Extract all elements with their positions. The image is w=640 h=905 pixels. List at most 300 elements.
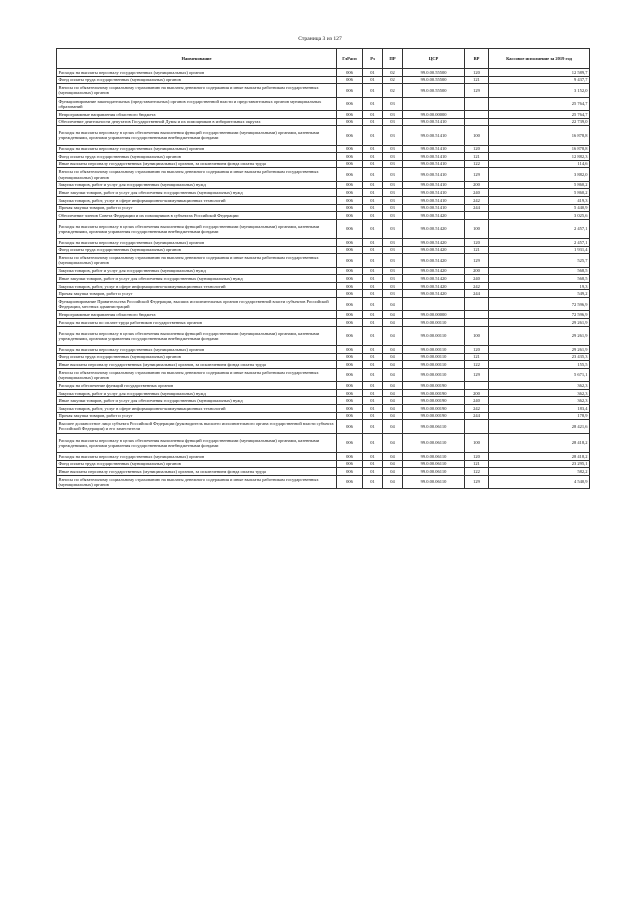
cell-grs: 006 [337,412,363,420]
cell-amount: 549,2 [489,290,590,298]
cell-vr [465,118,489,126]
cell-csr: 99.0.00.51410 [403,160,465,168]
cell-csr: 99.0.00.51420 [403,219,465,238]
cell-amount: 568,5 [489,275,590,283]
cell-rz: 01 [363,181,383,189]
cell-csr: 99.0.00.06110 [403,433,465,452]
cell-rz: 01 [363,319,383,327]
cell-csr: 99.0.00.00190 [403,412,465,420]
cell-vr: 121 [465,246,489,254]
column-header-grs: ГлРасп [337,49,363,69]
cell-name: Функционирование законодательных (представительных) органов государственной власти и представительных органов муниципальных образований [57,97,337,110]
table-row [57,153,590,161]
cell-vr: 121 [465,460,489,468]
cell-rz: 01 [363,397,383,405]
cell-vr [465,311,489,319]
cell-pr: 03 [383,118,403,126]
cell-pr: 04 [383,452,403,460]
cell-pr: 04 [383,346,403,354]
cell-pr: 04 [383,475,403,488]
cell-vr: 240 [465,189,489,197]
cell-rz: 01 [363,275,383,283]
cell-pr: 03 [383,290,403,298]
cell-vr: 100 [465,326,489,345]
cell-amount: 2 457,1 [489,219,590,238]
cell-name: Взносы по обязательному социальному страхованию на выплаты денежного содержания и иные выплаты работникам государственных (муниципальных) органов [57,168,337,181]
cell-name: Расходы на выплаты персоналу в целях обеспечения выполнения функций государственными (муниципальными) органами, казенными учреждениями, органами управления государственными внебюджетными фондами [57,126,337,145]
cell-csr: 99.0.00.06110 [403,452,465,460]
cell-pr: 03 [383,275,403,283]
cell-amount: 12 882,3 [489,153,590,161]
cell-amount: 568,5 [489,267,590,275]
cell-pr: 03 [383,160,403,168]
cell-rz: 01 [363,389,383,397]
cell-rz: 01 [363,346,383,354]
cell-rz: 01 [363,282,383,290]
cell-csr: 99.0.00.51410 [403,153,465,161]
cell-csr: 99.0.00.51420 [403,254,465,267]
cell-csr: 99.0.00.00190 [403,382,465,390]
table-row [57,361,590,369]
cell-pr: 04 [383,433,403,452]
cell-amount: 23 295,1 [489,460,590,468]
cell-name: Фонд оплаты труда государственных (муниципальных) органов [57,153,337,161]
cell-rz: 01 [363,168,383,181]
cell-pr: 03 [383,246,403,254]
cell-pr: 04 [383,368,403,381]
cell-csr: 99.0.00.00000 [403,311,465,319]
cell-name: Расходы на выплаты персоналу государственных (муниципальных) органов [57,69,337,77]
cell-amount: 362,3 [489,389,590,397]
cell-csr: 99.0.00.00110 [403,346,465,354]
cell-grs: 006 [337,110,363,118]
table-row [57,267,590,275]
cell-name: Обеспечение деятельности депутатов Государственной Думы и их помощников в избирательных округах [57,118,337,126]
cell-vr: 122 [465,361,489,369]
cell-grs: 006 [337,69,363,77]
cell-name: Закупка товаров, работ и услуг для государственных (муниципальных) нужд [57,267,337,275]
cell-pr: 03 [383,282,403,290]
cell-grs: 006 [337,145,363,153]
cell-vr: 129 [465,254,489,267]
cell-amount: 28 421,6 [489,420,590,433]
cell-rz: 01 [363,311,383,319]
cell-csr: 99.0.00.00110 [403,361,465,369]
table-row [57,282,590,290]
cell-name: Взносы по обязательному социальному страхованию на выплаты денежного содержания и иные выплаты работникам государственных (муниципальных) органов [57,254,337,267]
cell-rz: 01 [363,239,383,247]
table-row [57,246,590,254]
cell-vr: 122 [465,468,489,476]
cell-rz: 01 [363,246,383,254]
cell-csr: 99.0.00.00110 [403,326,465,345]
cell-name: Иные выплаты персоналу государственных (муниципальных) органов, за исключением фонда оплаты труда [57,468,337,476]
cell-name: Расходы на выплаты персоналу государственных (муниципальных) органов [57,346,337,354]
cell-name: Иные выплаты персоналу государственных (муниципальных) органов, за исключением фонда оплаты труда [57,160,337,168]
cell-name: Расходы на выплаты персоналу государственных (муниципальных) органов [57,145,337,153]
cell-csr [403,298,465,311]
cell-grs: 006 [337,460,363,468]
cell-grs: 006 [337,452,363,460]
cell-grs: 006 [337,368,363,381]
cell-vr: 120 [465,346,489,354]
cell-amount: 183,4 [489,404,590,412]
cell-name: Расходы на выплаты персоналу государственных (муниципальных) органов [57,239,337,247]
cell-name: Иные закупки товаров, работ и услуг для обеспечения государственных (муниципальных) нужд [57,275,337,283]
cell-vr: 200 [465,267,489,275]
table-row [57,219,590,238]
table-row [57,204,590,212]
cell-csr: 99.0.00.51410 [403,181,465,189]
table-row [57,298,590,311]
table-row [57,404,590,412]
table-row [57,168,590,181]
cell-grs: 006 [337,239,363,247]
cell-amount: 362,3 [489,397,590,405]
cell-vr [465,382,489,390]
cell-name: Закупка товаров, работ, услуг в сфере информационно-коммуникационных технологий [57,196,337,204]
cell-pr: 03 [383,239,403,247]
cell-amount: 19,3 [489,282,590,290]
cell-vr: 120 [465,239,489,247]
cell-grs: 006 [337,433,363,452]
cell-name: Иные закупки товаров, работ и услуг для обеспечения государственных (муниципальных) нужд [57,397,337,405]
cell-grs: 006 [337,290,363,298]
cell-vr: 129 [465,168,489,181]
cell-grs: 006 [337,361,363,369]
cell-csr: 99.0.00.51410 [403,204,465,212]
table-row [57,189,590,197]
cell-rz: 01 [363,368,383,381]
cell-pr: 03 [383,110,403,118]
cell-rz: 01 [363,212,383,220]
cell-csr: 99.0.00.00190 [403,404,465,412]
cell-csr: 99.0.00.06110 [403,468,465,476]
cell-name: Расходы на выплаты персоналу государственных (муниципальных) органов [57,452,337,460]
cell-vr: 129 [465,368,489,381]
table-row [57,460,590,468]
cell-name: Прочая закупка товаров, работ и услуг [57,412,337,420]
cell-csr: 99.0.00.51420 [403,275,465,283]
cell-csr: 99.0.00.55500 [403,76,465,84]
cell-csr: 99.0.00.00110 [403,353,465,361]
table-row [57,76,590,84]
cell-vr: 100 [465,219,489,238]
cell-name: Взносы по обязательному социальному страхованию на выплаты денежного содержания и иные выплаты работникам государственных (муниципальных) органов [57,368,337,381]
cell-rz: 01 [363,110,383,118]
table-header-row [57,49,590,69]
cell-name: Закупка товаров, работ и услуг для государственных (муниципальных) нужд [57,181,337,189]
cell-grs: 006 [337,311,363,319]
cell-csr: 99.0.00.06110 [403,460,465,468]
table-row [57,412,590,420]
cell-pr: 04 [383,420,403,433]
cell-vr [465,97,489,110]
cell-amount: 155,5 [489,361,590,369]
cell-vr: 242 [465,196,489,204]
cell-amount: 28 418,2 [489,433,590,452]
cell-vr: 100 [465,433,489,452]
cell-csr: 99.0.00.00110 [403,319,465,327]
cell-rz: 01 [363,433,383,452]
cell-pr: 03 [383,97,403,110]
column-header-vr: ВР [465,49,489,69]
cell-amount: 16 878,8 [489,126,590,145]
cell-rz: 01 [363,69,383,77]
cell-rz: 01 [363,76,383,84]
cell-vr: 120 [465,69,489,77]
cell-grs: 006 [337,126,363,145]
cell-rz: 01 [363,204,383,212]
cell-vr [465,420,489,433]
cell-rz: 01 [363,420,383,433]
cell-rz: 01 [363,460,383,468]
cell-rz: 01 [363,298,383,311]
cell-grs: 006 [337,189,363,197]
cell-amount: 29 261,9 [489,319,590,327]
cell-grs: 006 [337,160,363,168]
cell-vr [465,298,489,311]
cell-vr [465,110,489,118]
table-row [57,475,590,488]
cell-csr: 99.0.00.51420 [403,282,465,290]
cell-csr: 99.0.00.00190 [403,389,465,397]
cell-rz: 01 [363,361,383,369]
cell-pr: 04 [383,326,403,345]
cell-pr: 02 [383,69,403,77]
table-row [57,326,590,345]
cell-pr: 03 [383,267,403,275]
cell-rz: 01 [363,412,383,420]
cell-amount: 25 764,7 [489,110,590,118]
table-row [57,84,590,97]
cell-pr: 04 [383,298,403,311]
cell-amount: 25 764,7 [489,97,590,110]
cell-rz: 01 [363,267,383,275]
cell-amount: 3 025,6 [489,212,590,220]
column-header-name: Наименование [57,49,337,69]
cell-vr: 120 [465,145,489,153]
cell-vr: 120 [465,452,489,460]
cell-csr: 99.0.00.51420 [403,267,465,275]
cell-pr: 03 [383,189,403,197]
cell-name: Расходы на выплаты по оплате труда работников государственных органов [57,319,337,327]
cell-grs: 006 [337,267,363,275]
cell-pr: 04 [383,311,403,319]
cell-vr: 129 [465,84,489,97]
cell-grs: 006 [337,319,363,327]
column-header-amount: Кассовое исполнение за 2019 год [489,49,590,69]
cell-amount: 16 878,8 [489,145,590,153]
cell-name: Расходы на выплаты персоналу в целях обеспечения выполнения функций государственными (муниципальными) органами, казенными учреждениями, органами управления государственными внебюджетными фондами [57,219,337,238]
cell-rz: 01 [363,118,383,126]
table-row [57,382,590,390]
cell-amount: 5 860,2 [489,189,590,197]
page-number-label: Страница 3 из 127 [298,36,342,42]
cell-rz: 01 [363,254,383,267]
cell-amount: 28 418,2 [489,452,590,460]
cell-name: Фонд оплаты труда государственных (муниципальных) органов [57,246,337,254]
cell-rz: 01 [363,468,383,476]
table-row [57,319,590,327]
table-row [57,110,590,118]
cell-vr: 244 [465,290,489,298]
cell-grs: 006 [337,204,363,212]
table-row [57,118,590,126]
cell-name: Закупка товаров, работ, услуг в сфере информационно-коммуникационных технологий [57,404,337,412]
cell-name: Фонд оплаты труда государственных (муниципальных) органов [57,76,337,84]
table-row [57,69,590,77]
cell-pr: 04 [383,412,403,420]
cell-grs: 006 [337,76,363,84]
cell-rz: 01 [363,290,383,298]
cell-grs: 006 [337,475,363,488]
cell-amount: 5 440,9 [489,204,590,212]
cell-name: Функционирование Правительства Российской Федерации, высших исполнительных органов государственной власти субъектов Российской Федерации, местных администраций [57,298,337,311]
cell-grs: 006 [337,118,363,126]
cell-csr: 99.0.00.06110 [403,420,465,433]
cell-name: Закупка товаров, работ, услуг в сфере информационно-коммуникационных технологий [57,282,337,290]
cell-grs: 006 [337,153,363,161]
cell-name: Расходы на выплаты персоналу в целях обеспечения выполнения функций государственными (муниципальными) органами, казенными учреждениями, органами управления государственными внебюджетными фондами [57,326,337,345]
cell-pr: 03 [383,212,403,220]
cell-grs: 006 [337,219,363,238]
cell-csr: 99.0.00.55500 [403,84,465,97]
cell-grs: 006 [337,420,363,433]
cell-vr [465,212,489,220]
cell-name: Непрограммные направления областного бюджета [57,311,337,319]
cell-csr: 99.0.00.51410 [403,168,465,181]
cell-vr: 200 [465,389,489,397]
cell-pr: 03 [383,254,403,267]
table-row [57,160,590,168]
cell-grs: 006 [337,353,363,361]
cell-pr: 04 [383,468,403,476]
cell-name: Прочая закупка товаров, работ и услуг [57,204,337,212]
cell-pr: 04 [383,404,403,412]
cell-grs: 006 [337,282,363,290]
column-header-csr: ЦСР [403,49,465,69]
cell-name: Расходы на выплаты персоналу в целях обеспечения выполнения функций государственными (муниципальными) органами, казенными учреждениями, органами управления государственными внебюджетными фондами [57,433,337,452]
cell-amount: 23 435,3 [489,353,590,361]
cell-csr: 99.0.00.00190 [403,397,465,405]
cell-rz: 01 [363,196,383,204]
cell-amount: 12 589,7 [489,69,590,77]
cell-amount: 362,3 [489,382,590,390]
cell-grs: 006 [337,168,363,181]
cell-pr: 03 [383,168,403,181]
cell-csr: 99.0.00.51410 [403,126,465,145]
table-row [57,468,590,476]
cell-rz: 01 [363,160,383,168]
cell-grs: 006 [337,254,363,267]
cell-csr: 99.0.00.55500 [403,69,465,77]
cell-amount: 1 931,4 [489,246,590,254]
cell-grs: 006 [337,212,363,220]
cell-grs: 006 [337,326,363,345]
cell-amount: 114,6 [489,160,590,168]
cell-csr: 99.0.00.00110 [403,368,465,381]
table-row [57,196,590,204]
cell-csr: 99.0.00.51420 [403,212,465,220]
cell-name: Закупка товаров, работ и услуг для государственных (муниципальных) нужд [57,389,337,397]
cell-amount: 72 596,9 [489,311,590,319]
cell-csr: 99.0.00.51410 [403,145,465,153]
cell-pr: 04 [383,397,403,405]
cell-amount: 4 540,9 [489,475,590,488]
cell-name: Иные выплаты персоналу государственных (муниципальных) органов, за исключением фонда оплаты труда [57,361,337,369]
cell-vr: 121 [465,353,489,361]
cell-vr: 240 [465,397,489,405]
cell-amount: 29 261,9 [489,326,590,345]
cell-grs: 006 [337,346,363,354]
table-row [57,353,590,361]
cell-vr: 100 [465,126,489,145]
cell-grs: 006 [337,468,363,476]
cell-grs: 006 [337,84,363,97]
cell-rz: 01 [363,404,383,412]
cell-grs: 006 [337,275,363,283]
cell-name: Фонд оплаты труда государственных (муниципальных) органов [57,460,337,468]
cell-name: Высшее должностное лицо субъекта Российской Федерации (руководитель высшего исполнительного органа государственной власти субъекта Российской Федерации) и его заместители [57,420,337,433]
cell-pr: 03 [383,219,403,238]
cell-csr: 99.0.00.51410 [403,189,465,197]
cell-vr: 200 [465,181,489,189]
cell-name: Расходы на обеспечение функций государственных органов [57,382,337,390]
cell-name: Непрограммные направления областного бюджета [57,110,337,118]
cell-csr: 99.0.00.51420 [403,290,465,298]
table-row [57,145,590,153]
cell-vr: 240 [465,275,489,283]
table-row [57,420,590,433]
cell-amount: 178,9 [489,412,590,420]
cell-pr: 04 [383,361,403,369]
cell-rz: 01 [363,145,383,153]
column-header-pr: ПР [383,49,403,69]
cell-vr: 244 [465,204,489,212]
cell-rz: 01 [363,189,383,197]
cell-pr: 03 [383,196,403,204]
table-row [57,212,590,220]
cell-amount: 29 261,9 [489,346,590,354]
cell-pr: 04 [383,389,403,397]
cell-grs: 006 [337,181,363,189]
cell-csr: 99.0.00.51420 [403,246,465,254]
cell-name: Фонд оплаты труда государственных (муниципальных) органов [57,353,337,361]
cell-rz: 01 [363,84,383,97]
cell-csr: 99.0.00.51410 [403,118,465,126]
cell-rz: 01 [363,97,383,110]
table-row [57,126,590,145]
cell-name: Прочая закупка товаров, работ и услуг [57,290,337,298]
cell-pr: 03 [383,204,403,212]
cell-grs: 006 [337,404,363,412]
cell-vr: 244 [465,412,489,420]
cell-vr: 122 [465,160,489,168]
table-row [57,397,590,405]
cell-rz: 01 [363,452,383,460]
cell-grs: 006 [337,97,363,110]
cell-name: Взносы по обязательному социальному страхованию на выплаты денежного содержания и иные выплаты работникам государственных (муниципальных) органов [57,84,337,97]
cell-grs: 006 [337,298,363,311]
cell-vr: 242 [465,404,489,412]
cell-grs: 006 [337,389,363,397]
table-row [57,239,590,247]
cell-pr: 03 [383,145,403,153]
cell-name: Обеспечение членов Совета Федерации и их помощников в субъектах Российской Федерации [57,212,337,220]
cell-rz: 01 [363,326,383,345]
cell-grs: 006 [337,246,363,254]
